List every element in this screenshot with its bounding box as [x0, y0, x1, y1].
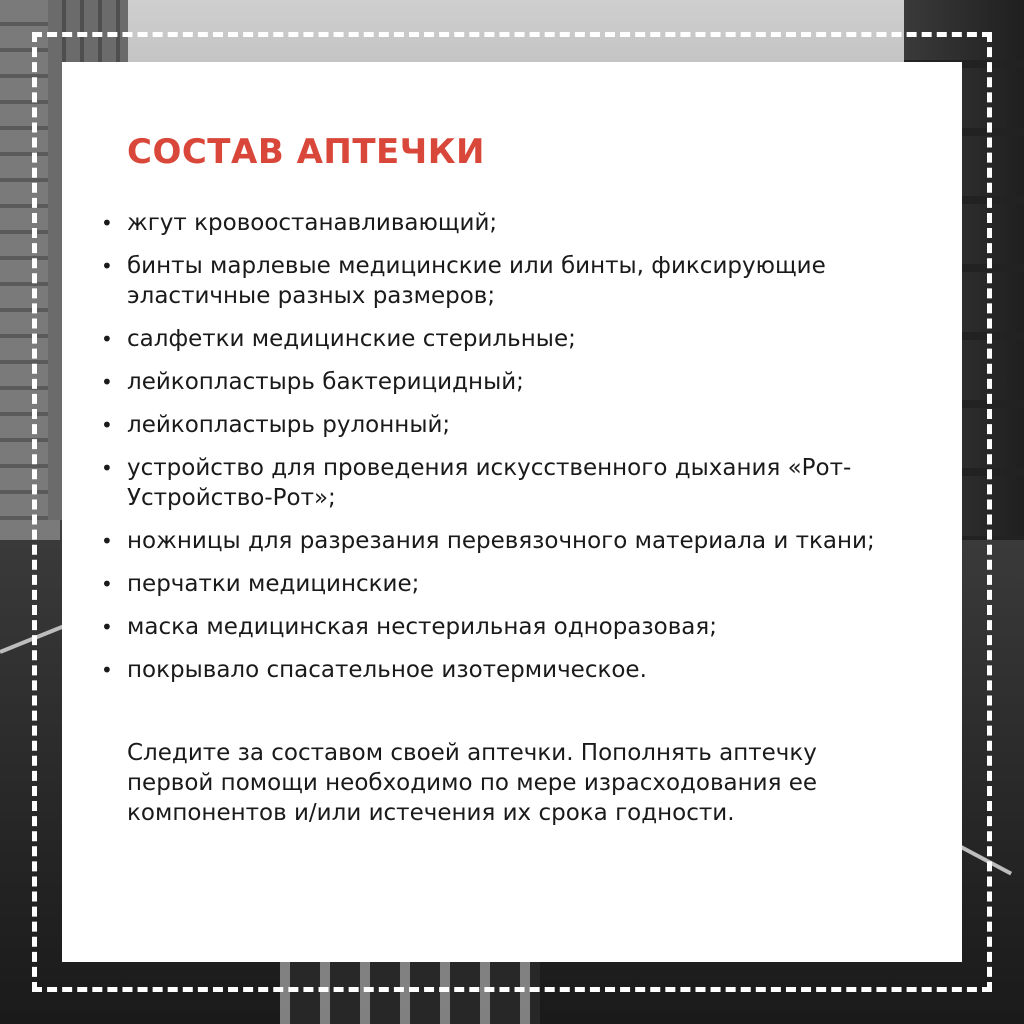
content-card	[62, 62, 962, 962]
list-item	[97, 410, 927, 440]
list-item-text: салфетки медицинские стерильные;	[127, 326, 576, 352]
list-item-text: маска медицинская нестерильная одноразовая;	[127, 614, 717, 640]
list-item-text: перчатки медицинские;	[127, 571, 420, 597]
list-item	[97, 324, 927, 354]
bullet-icon: •	[101, 254, 113, 278]
list-item-text: устройство для проведения искусственного дыхания «Рот-Устройство-Рот»;	[127, 455, 852, 511]
kit-items-list	[97, 208, 927, 698]
footer-note: Следите за составом своей аптечки. Пополнять аптечку первой помощи необходимо по мере израсходования ее компонентов и/или истечения их срока годности.	[127, 740, 818, 826]
bullet-icon: •	[101, 370, 113, 394]
bullet-icon: •	[101, 211, 113, 235]
bullet-icon: •	[101, 456, 113, 480]
list-item-text: лейкопластырь рулонный;	[127, 412, 451, 438]
list-item	[97, 569, 927, 599]
card-title: СОСТАВ АПТЕЧКИ	[127, 132, 485, 172]
bullet-icon: •	[101, 572, 113, 596]
list-item	[97, 367, 927, 397]
list-item	[97, 453, 927, 513]
bullet-icon: •	[101, 658, 113, 682]
list-item	[97, 251, 927, 311]
list-item-text: жгут кровоостанавливающий;	[127, 210, 498, 236]
list-item	[97, 612, 927, 642]
list-item-text: ножницы для разрезания перевязочного материала и ткани;	[127, 528, 875, 554]
list-item-text: покрывало спасательное изотермическое.	[127, 657, 647, 683]
list-item	[97, 208, 927, 238]
bullet-icon: •	[101, 327, 113, 351]
bullet-icon: •	[101, 413, 113, 437]
bullet-icon: •	[101, 529, 113, 553]
list-item	[97, 655, 927, 685]
bullet-icon: •	[101, 615, 113, 639]
list-item	[97, 526, 927, 556]
list-item-text: бинты марлевые медицинские или бинты, фиксирующие эластичные разных размеров;	[127, 253, 826, 309]
list-item-text: лейкопластырь бактерицидный;	[127, 369, 524, 395]
